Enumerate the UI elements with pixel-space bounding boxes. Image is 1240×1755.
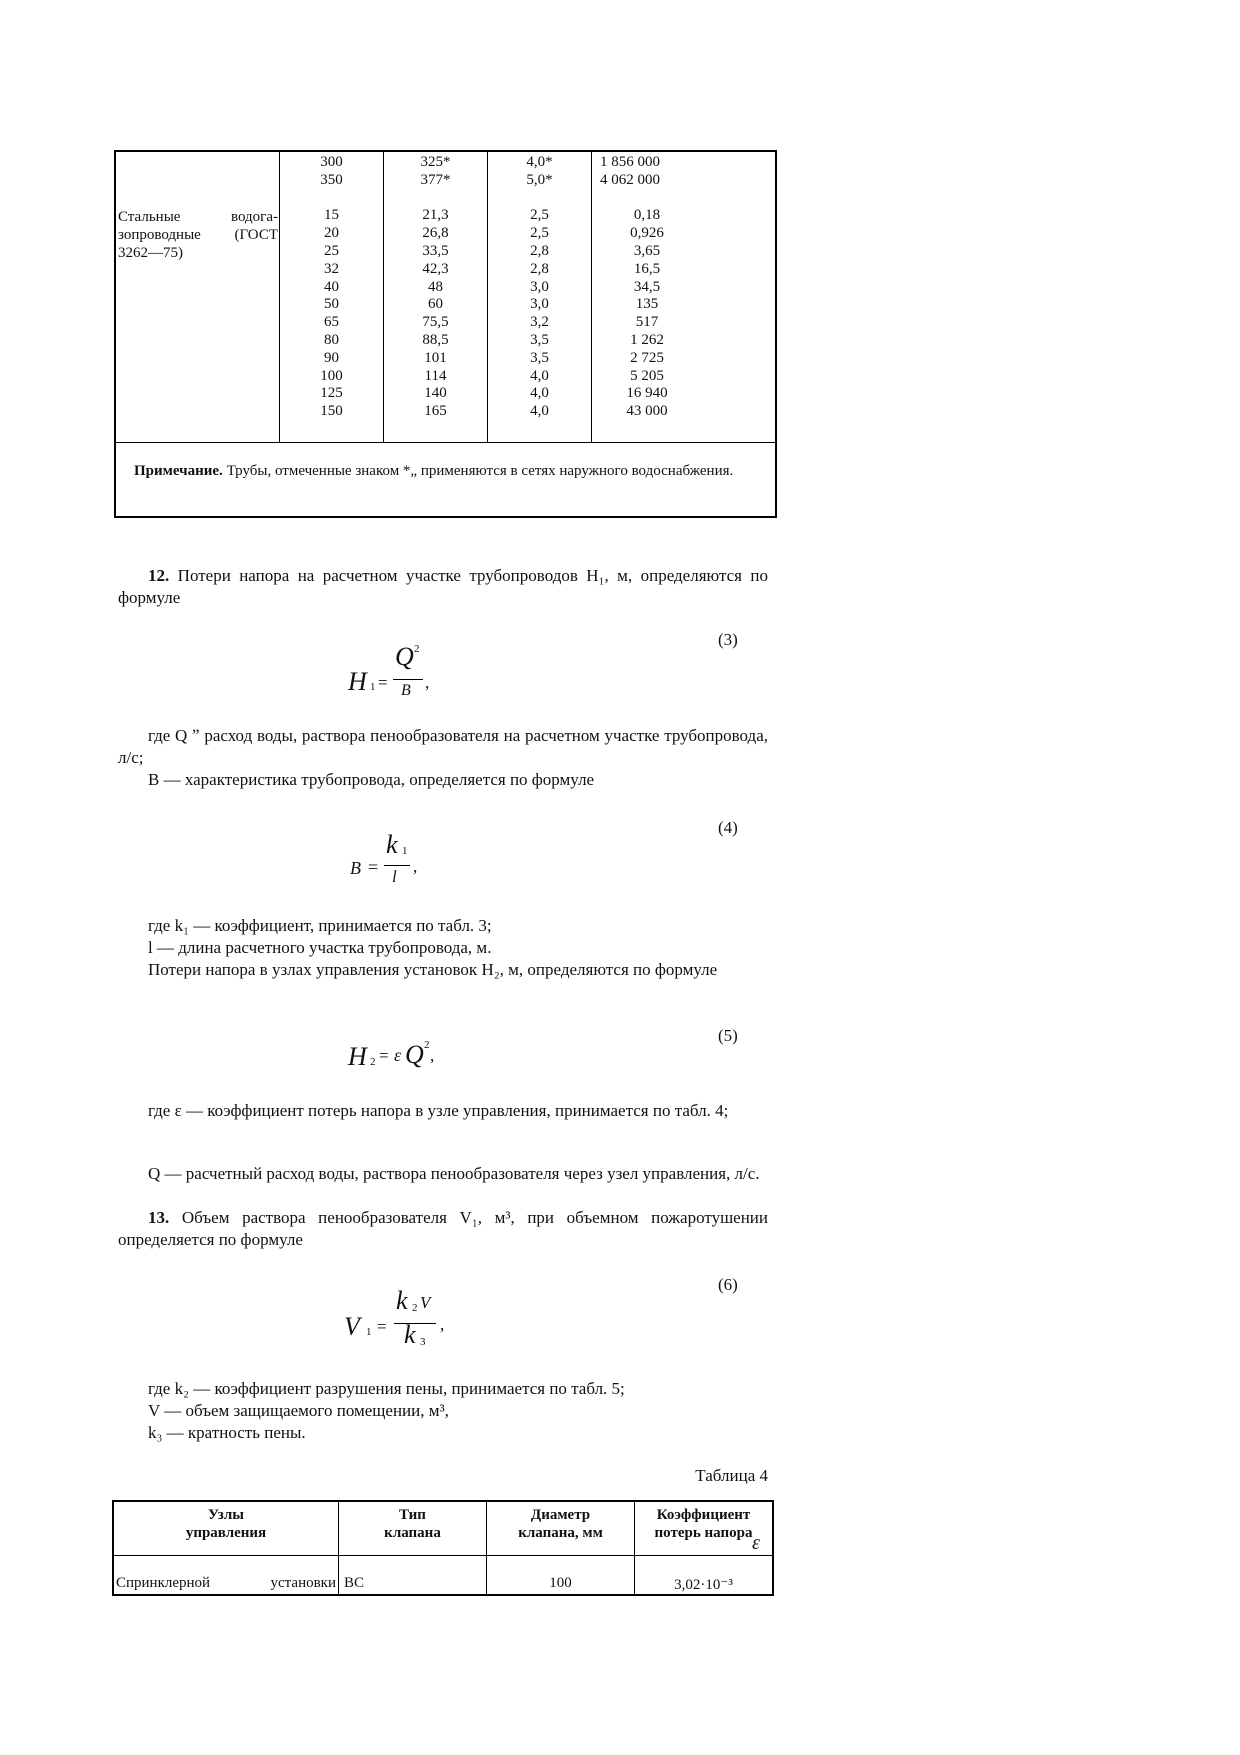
where-eps: где ε — коэффициент потерь напора в узле управления, принимается по табл. 4; <box>148 1101 729 1120</box>
nominal-diameter-column <box>280 154 383 421</box>
where-q2: Q — расчетный расход воды, раствора пенообразователя через узел управления, л/с. <box>148 1164 760 1183</box>
formula-variable: Q <box>405 1040 424 1069</box>
k1-cell: 1 856 000 <box>600 154 660 170</box>
table-note <box>118 462 773 480</box>
where-k2: где k₂ — коэффициент разрушения пены, принимается по табл. 5; <box>148 1379 625 1398</box>
paragraph-text: Объем раствора пенообразователя V₁, м³, при объемном пожаротушении определяется по формуле <box>118 1208 768 1249</box>
row-divider <box>116 442 775 443</box>
paragraph-text: Потери напора на расчетном участке трубопроводов H₁, м, определяются по формуле <box>118 566 769 607</box>
nominal-diameter-cell: 25 <box>324 242 339 259</box>
paragraph-13 <box>118 1207 768 1251</box>
nominal-diameter-cell: 90 <box>324 349 339 366</box>
nominal-diameter-cell: 40 <box>324 278 339 295</box>
wall-thickness-cell: 4,0 <box>530 403 549 420</box>
formula-symbol: H <box>348 667 367 696</box>
where-q: где Q ˮ расход воды, раствора пенообразователя на расчетном участке трубопровода, л/с; <box>118 726 768 767</box>
wall-thickness-cell: 3,5 <box>530 331 549 348</box>
formula-denominator: B <box>401 682 411 699</box>
header-line: клапана, мм <box>518 1525 603 1541</box>
outer-diameter-cell: 140 <box>424 385 447 402</box>
formula-4: B = k 1 l , <box>350 830 418 886</box>
header-line: управления <box>185 1525 267 1541</box>
formula-subscript: 3 <box>420 1336 426 1348</box>
k1-cell: 16,5 <box>633 260 661 277</box>
where-k1: где k₁ — коэффициент, принимается по табл. 3; <box>148 916 492 935</box>
table4-caption: Таблица 4 <box>695 1466 768 1485</box>
wall-thickness-cell: 3,0 <box>530 296 549 313</box>
k1-coefficient-column <box>592 154 777 421</box>
nominal-diameter-cell: 15 <box>324 207 339 224</box>
k1-cell: 517 <box>635 314 659 331</box>
row-loss-coefficient: 3,02·10⁻³ <box>674 1577 733 1593</box>
outer-diameter-cell: 60 <box>428 296 443 313</box>
formula-variable: V <box>420 1293 431 1312</box>
k1-cell: 2 725 <box>630 349 664 366</box>
k1-cell: 1 262 <box>630 331 664 348</box>
header-line: Коэффициент <box>656 1507 751 1523</box>
where-l: l — длина расчетного участка трубопровода, м. <box>148 938 492 957</box>
formula-subscript: 1 <box>366 1326 372 1338</box>
outer-diameter-cell: 325* <box>420 154 451 170</box>
k1-cell: 3,65 <box>633 242 661 259</box>
formula-symbol: H <box>348 1042 367 1071</box>
wall-thickness-cell: 2,8 <box>530 260 549 277</box>
formula-subscript: 2 <box>370 1056 376 1068</box>
formula-numerator: Q <box>395 642 414 671</box>
formula-6: V 1 = k 2 V k 3 , <box>344 1286 445 1349</box>
outer-diameter-cell: 75,5 <box>422 314 449 331</box>
header-control-units <box>114 1506 338 1542</box>
table-4 <box>112 1500 774 1596</box>
formula-superscript: 2 <box>414 643 420 655</box>
nominal-diameter-cell: 100 <box>320 367 343 384</box>
nominal-diameter-cell: 300 <box>320 154 343 170</box>
nominal-diameter-cell: 125 <box>320 385 343 402</box>
outer-diameter-cell: 48 <box>428 278 443 295</box>
outer-diameter-cell: 42,3 <box>422 260 449 277</box>
nominal-diameter-cell: 350 <box>320 171 343 188</box>
paragraph-12 <box>118 565 768 609</box>
outer-diameter-cell: 101 <box>424 349 447 366</box>
equation-number-5: (5) <box>718 1026 738 1045</box>
row-valve-diameter: 100 <box>549 1575 572 1591</box>
formula-denominator: k <box>404 1320 416 1349</box>
formula-symbol: V <box>344 1312 360 1341</box>
k1-cell: 135 <box>635 296 659 313</box>
where-v: V — объем защищаемого помещении, м³, <box>148 1401 449 1420</box>
formula-5: H 2 = ε Q 2 , <box>348 1039 435 1071</box>
where-k3: k₃ — кратность пены. <box>148 1423 306 1442</box>
wall-thickness-column <box>488 154 591 421</box>
nominal-diameter-cell <box>280 190 383 208</box>
header-line: Диаметр <box>530 1507 591 1523</box>
wall-thickness-cell: 2,5 <box>530 225 549 242</box>
pipe-table-fragment <box>114 150 777 518</box>
wall-thickness-cell: 2,5 <box>530 207 549 224</box>
outer-diameter-cell <box>384 190 487 208</box>
wall-thickness-cell: 4,0 <box>530 367 549 384</box>
k1-cell <box>592 190 702 208</box>
k1-cell: 16 940 <box>626 385 668 402</box>
wall-thickness-cell: 3,5 <box>530 349 549 366</box>
header-line: клапана <box>384 1525 441 1541</box>
k1-cell: 5 205 <box>630 367 664 384</box>
note-label: Примечание. <box>134 463 223 479</box>
formula-subscript: 1 <box>370 681 376 693</box>
formula-subscript: 2 <box>412 1302 418 1314</box>
wall-thickness-cell: 5,0* <box>526 171 553 188</box>
formula-superscript: 2 <box>424 1039 430 1051</box>
row-control-unit: Спринклерной установки <box>116 1575 336 1591</box>
material-cell: Стальные водога-зопроводные (ГОСТ 3262—75) <box>118 209 278 261</box>
row-divider <box>114 1555 772 1556</box>
k1-cell: 0,926 <box>630 225 664 242</box>
nominal-diameter-cell: 65 <box>324 314 339 331</box>
paragraph-h2: Потери напора в узлах управления установок H₂, м, определяются по формуле <box>148 960 718 979</box>
formula-numerator: k <box>386 830 398 859</box>
formula-epsilon: ε <box>394 1045 402 1065</box>
outer-diameter-cell: 33,5 <box>422 242 449 259</box>
header-valve-type <box>339 1506 486 1542</box>
header-valve-diameter <box>487 1506 634 1542</box>
header-line: Узлы <box>208 1507 244 1523</box>
formula-subscript: 1 <box>402 845 408 857</box>
paragraph-number: 13. <box>148 1208 170 1227</box>
outer-diameter-cell: 165 <box>424 403 447 420</box>
nominal-diameter-cell: 32 <box>324 260 339 277</box>
paragraph-number: 12. <box>148 566 170 585</box>
outer-diameter-cell: 21,3 <box>422 207 449 224</box>
where-b: B — характеристика трубопровода, определяется по формуле <box>148 770 595 789</box>
header-line: Тип <box>399 1507 426 1523</box>
nominal-diameter-cell: 20 <box>324 225 339 242</box>
outer-diameter-column <box>384 154 487 421</box>
wall-thickness-cell: 3,0 <box>530 278 549 295</box>
formula-numerator: k <box>396 1286 408 1315</box>
formula-symbol: B <box>350 858 361 878</box>
wall-thickness-cell: 2,8 <box>530 242 549 259</box>
formula-denominator: l <box>392 867 397 886</box>
outer-diameter-cell: 88,5 <box>422 331 449 348</box>
nominal-diameter-cell: 150 <box>320 403 343 420</box>
equation-number-3: (3) <box>718 630 738 649</box>
k1-cell: 43 000 <box>626 403 668 420</box>
outer-diameter-cell: 377* <box>420 171 451 188</box>
equation-number-6: (6) <box>718 1275 738 1294</box>
note-text: Трубы, отмеченные знаком *„ применяются в сетях наружного водоснабжения. <box>226 463 734 479</box>
wall-thickness-cell <box>488 190 591 208</box>
nominal-diameter-cell: 50 <box>324 296 339 313</box>
epsilon-symbol: ε <box>752 1532 760 1554</box>
outer-diameter-cell: 26,8 <box>422 225 449 242</box>
k1-cell: 0,18 <box>633 207 661 224</box>
equation-number-4: (4) <box>718 818 738 837</box>
row-valve-type: ВС <box>344 1575 365 1591</box>
wall-thickness-cell: 4,0* <box>526 154 553 170</box>
header-line: потерь напора <box>654 1525 753 1541</box>
nominal-diameter-cell: 80 <box>324 331 339 348</box>
outer-diameter-cell: 114 <box>424 367 447 384</box>
k1-cell: 4 062 000 <box>600 171 660 188</box>
wall-thickness-cell: 4,0 <box>530 385 549 402</box>
formula-3: H 1 = Q 2 B , <box>348 642 430 699</box>
wall-thickness-cell: 3,2 <box>530 314 549 331</box>
k1-cell: 34,5 <box>633 278 661 295</box>
